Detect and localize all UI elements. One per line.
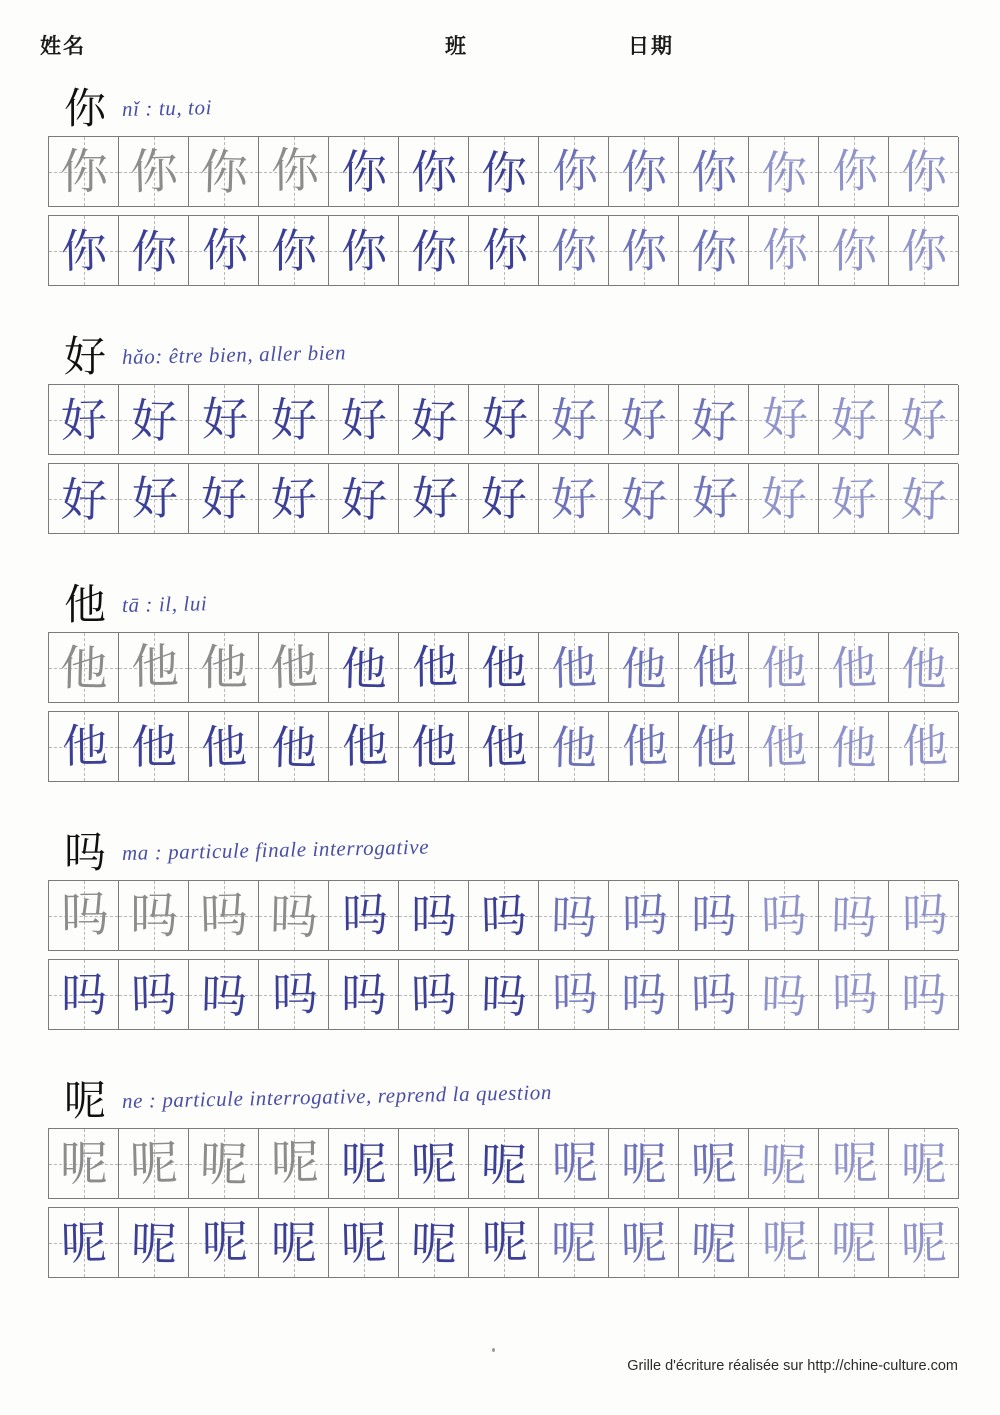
cell-character: 好 xyxy=(830,471,878,527)
cell-character: 你 xyxy=(341,145,387,199)
cell-character: 吗 xyxy=(690,967,738,1023)
cell-character: 呢 xyxy=(129,1135,179,1193)
pinyin-translation-note: hǎo: être bien, aller bien xyxy=(121,339,347,369)
cell-character: 你 xyxy=(901,145,947,199)
practice-cell xyxy=(749,712,819,782)
practice-cell xyxy=(819,137,889,207)
practice-cell xyxy=(749,464,819,534)
practice-cell xyxy=(819,633,889,703)
cell-character: 你 xyxy=(480,145,528,201)
cell-character: 他 xyxy=(130,638,180,696)
practice-cell xyxy=(539,960,609,1030)
practice-cell xyxy=(189,1129,259,1199)
cell-character: 呢 xyxy=(410,1216,458,1272)
practice-cell xyxy=(609,137,679,207)
cell-character: 他 xyxy=(830,640,878,696)
practice-cell xyxy=(609,216,679,286)
practice-cell xyxy=(679,1129,749,1199)
cell-character: 你 xyxy=(60,223,108,279)
cell-character: 吗 xyxy=(830,889,878,945)
practice-cell xyxy=(819,464,889,534)
cell-character: 吗 xyxy=(61,968,107,1022)
cell-character: 你 xyxy=(621,145,667,199)
practice-cell xyxy=(259,960,329,1030)
practice-cell xyxy=(889,881,959,951)
practice-cell xyxy=(119,881,189,951)
practice-cell xyxy=(329,464,399,534)
cell-character: 你 xyxy=(551,224,597,278)
cell-character: 他 xyxy=(200,719,248,775)
block-header xyxy=(48,330,960,384)
cell-character: 你 xyxy=(129,143,179,201)
cell-character: 你 xyxy=(270,142,320,200)
cell-character: 吗 xyxy=(271,966,319,1022)
cell-character: 呢 xyxy=(621,1137,667,1191)
cell-character: 吗 xyxy=(551,966,599,1022)
cell-character: 好 xyxy=(690,393,738,449)
cell-character: 吗 xyxy=(621,887,669,943)
pinyin-translation-note: tā : il, lui xyxy=(121,590,208,617)
pinyin-translation-note: ne : particule interrogative, reprend la question xyxy=(121,1079,553,1113)
cell-character: 好 xyxy=(620,392,668,448)
cell-character: 呢 xyxy=(271,1216,317,1270)
practice-cell xyxy=(49,1208,119,1278)
cell-character: 你 xyxy=(690,224,738,280)
cell-character: 他 xyxy=(411,720,457,774)
practice-cell xyxy=(889,633,959,703)
practice-cell xyxy=(399,464,469,534)
cell-character: 吗 xyxy=(130,967,178,1023)
practice-cell xyxy=(679,1208,749,1278)
practice-cell xyxy=(819,960,889,1030)
practice-cell xyxy=(679,633,749,703)
practice-cell xyxy=(679,464,749,534)
practice-cell xyxy=(819,1129,889,1199)
practice-cell xyxy=(469,712,539,782)
cell-character: 吗 xyxy=(411,889,457,943)
practice-cell xyxy=(329,1129,399,1199)
practice-cell xyxy=(609,1208,679,1278)
model-character: 你 xyxy=(64,84,107,133)
cell-character: 他 xyxy=(480,719,528,775)
pinyin-translation-note: ma : particule finale interrogative xyxy=(121,834,430,865)
practice-cell xyxy=(399,216,469,286)
cell-character: 好 xyxy=(761,391,809,447)
cell-character: 吗 xyxy=(550,889,598,945)
cell-character: 吗 xyxy=(341,968,387,1022)
practice-cell xyxy=(819,216,889,286)
cell-character: 他 xyxy=(900,641,948,697)
practice-cell xyxy=(609,960,679,1030)
name-field-label: 姓名 xyxy=(40,34,86,58)
practice-cell xyxy=(329,385,399,455)
practice-cell xyxy=(819,1208,889,1278)
practice-row xyxy=(48,959,958,1030)
practice-cell xyxy=(329,1208,399,1278)
worksheet-header xyxy=(40,30,960,66)
practice-cell xyxy=(749,385,819,455)
practice-cell xyxy=(539,1129,609,1199)
cell-character: 好 xyxy=(831,393,877,447)
cell-character: 呢 xyxy=(901,1137,947,1191)
cell-character: 吗 xyxy=(129,888,178,944)
practice-cell xyxy=(119,1129,189,1199)
cell-character: 他 xyxy=(550,640,598,696)
cell-character: 你 xyxy=(620,223,668,279)
cell-character: 好 xyxy=(691,470,739,526)
cell-character: 好 xyxy=(761,472,807,526)
cell-character: 呢 xyxy=(690,1216,738,1272)
cell-character: 你 xyxy=(760,145,808,201)
cell-character: 好 xyxy=(60,392,108,448)
practice-cell xyxy=(889,385,959,455)
cell-character: 吗 xyxy=(901,968,947,1022)
cell-character: 你 xyxy=(690,144,738,200)
practice-cell xyxy=(679,137,749,207)
cell-character: 他 xyxy=(481,641,527,695)
cell-character: 呢 xyxy=(199,1136,249,1194)
cell-character: 呢 xyxy=(831,1135,879,1191)
cell-character: 他 xyxy=(270,720,318,776)
cell-character: 你 xyxy=(831,143,879,199)
practice-cell xyxy=(469,385,539,455)
practice-cell xyxy=(259,464,329,534)
practice-block xyxy=(48,1074,960,1278)
cell-character: 呢 xyxy=(690,1136,738,1192)
cell-character: 他 xyxy=(199,640,248,696)
practice-cell xyxy=(119,464,189,534)
cell-character: 吗 xyxy=(480,888,528,944)
cell-character: 呢 xyxy=(59,1136,108,1192)
practice-cell xyxy=(539,633,609,703)
practice-row xyxy=(48,711,958,782)
cell-character: 你 xyxy=(199,144,249,202)
practice-cell xyxy=(539,216,609,286)
cell-character: 他 xyxy=(131,720,177,774)
practice-cell xyxy=(329,960,399,1030)
practice-cell xyxy=(399,712,469,782)
cell-character: 好 xyxy=(900,392,948,448)
practice-cell xyxy=(189,216,259,286)
cell-character: 你 xyxy=(59,144,108,200)
practice-cell xyxy=(329,633,399,703)
cell-character: 他 xyxy=(621,718,669,774)
practice-cell xyxy=(189,960,259,1030)
cell-character: 他 xyxy=(340,641,388,697)
practice-cell xyxy=(539,385,609,455)
practice-cell xyxy=(679,216,749,286)
practice-cell xyxy=(329,137,399,207)
practice-row xyxy=(48,136,958,207)
practice-cell xyxy=(329,216,399,286)
cell-character: 你 xyxy=(551,143,599,199)
practice-cell xyxy=(749,633,819,703)
practice-cell xyxy=(469,464,539,534)
cell-character: 吗 xyxy=(410,967,458,1023)
cell-character: 你 xyxy=(201,222,249,278)
cell-character: 好 xyxy=(340,392,388,448)
cell-character: 他 xyxy=(269,639,319,697)
practice-cell xyxy=(399,1208,469,1278)
practice-cell xyxy=(49,633,119,703)
practice-cell xyxy=(49,385,119,455)
cell-character: 好 xyxy=(201,472,247,526)
cell-character: 好 xyxy=(130,393,178,449)
practice-block xyxy=(48,330,960,534)
cell-character: 呢 xyxy=(341,1137,387,1191)
cell-character: 呢 xyxy=(340,1215,388,1271)
practice-cell xyxy=(539,464,609,534)
cell-character: 吗 xyxy=(760,888,808,944)
practice-cell xyxy=(749,881,819,951)
practice-cell xyxy=(49,137,119,207)
practice-cell xyxy=(259,1129,329,1199)
practice-cell xyxy=(889,216,959,286)
practice-cell xyxy=(889,1208,959,1278)
practice-cell xyxy=(749,216,819,286)
cell-character: 好 xyxy=(550,471,598,527)
practice-block xyxy=(48,826,960,1030)
cell-character: 你 xyxy=(761,222,809,278)
cell-character: 吗 xyxy=(480,968,528,1024)
practice-cell xyxy=(259,712,329,782)
practice-cell xyxy=(469,633,539,703)
practice-cell xyxy=(259,216,329,286)
practice-cell xyxy=(749,1208,819,1278)
cell-character: 他 xyxy=(550,720,598,776)
model-character: 好 xyxy=(64,332,107,381)
cell-character: 好 xyxy=(620,472,668,528)
cell-character: 你 xyxy=(831,224,877,278)
practice-cell xyxy=(679,712,749,782)
practice-cell xyxy=(679,385,749,455)
practice-cell xyxy=(609,712,679,782)
practice-cell xyxy=(539,881,609,951)
cell-character: 吗 xyxy=(901,887,949,943)
cell-character: 吗 xyxy=(831,966,879,1022)
practice-row xyxy=(48,632,958,703)
practice-block xyxy=(48,578,960,782)
practice-cell xyxy=(819,385,889,455)
block-header xyxy=(48,578,960,632)
practice-cell xyxy=(889,137,959,207)
practice-cell xyxy=(889,712,959,782)
cell-character: 你 xyxy=(410,224,458,280)
cell-character: 你 xyxy=(900,223,948,279)
model-character: 呢 xyxy=(64,1076,107,1125)
model-character: 他 xyxy=(64,580,107,629)
cell-character: 呢 xyxy=(481,1214,529,1270)
practice-cell xyxy=(539,137,609,207)
cell-character: 好 xyxy=(271,393,317,447)
cell-character: 他 xyxy=(691,639,739,695)
practice-cell xyxy=(469,1129,539,1199)
practice-cell xyxy=(49,960,119,1030)
practice-cell xyxy=(49,712,119,782)
practice-cell xyxy=(119,712,189,782)
practice-row xyxy=(48,463,958,534)
cell-character: 好 xyxy=(60,472,108,528)
cell-character: 吗 xyxy=(691,889,737,943)
practice-cell xyxy=(49,881,119,951)
practice-cell xyxy=(609,464,679,534)
cell-character: 他 xyxy=(341,718,389,774)
block-header xyxy=(48,826,960,880)
practice-cell xyxy=(189,464,259,534)
pinyin-translation-note: nǐ : tu, toi xyxy=(121,94,213,121)
cell-character: 好 xyxy=(900,472,948,528)
cell-character: 他 xyxy=(61,718,109,774)
practice-cell xyxy=(189,712,259,782)
practice-cell xyxy=(469,216,539,286)
practice-cell xyxy=(399,960,469,1030)
cell-character: 你 xyxy=(481,222,529,278)
cell-character: 呢 xyxy=(551,1216,597,1270)
cell-character: 吗 xyxy=(199,887,249,945)
practice-cell xyxy=(609,881,679,951)
block-header xyxy=(48,1074,960,1128)
practice-row xyxy=(48,215,958,286)
cell-character: 吗 xyxy=(621,968,667,1022)
practice-row xyxy=(48,1128,958,1199)
practice-cell xyxy=(259,385,329,455)
cell-character: 呢 xyxy=(620,1215,668,1271)
practice-cell xyxy=(119,385,189,455)
practice-cell xyxy=(119,1208,189,1278)
date-field-label: 日期 xyxy=(628,34,674,58)
cell-character: 吗 xyxy=(760,968,808,1024)
cell-character: 呢 xyxy=(410,1136,458,1192)
class-field-label: 班 xyxy=(445,34,466,58)
practice-cell xyxy=(889,464,959,534)
model-character: 吗 xyxy=(64,828,107,877)
practice-cell xyxy=(609,1129,679,1199)
practice-cell xyxy=(469,881,539,951)
cell-character: 好 xyxy=(481,391,529,447)
cell-character: 呢 xyxy=(760,1137,808,1193)
practice-cell xyxy=(189,385,259,455)
cell-character: 他 xyxy=(59,640,109,698)
cell-character: 你 xyxy=(340,223,388,279)
practice-cell xyxy=(259,881,329,951)
cell-character: 呢 xyxy=(130,1216,178,1272)
cell-character: 你 xyxy=(410,144,458,200)
practice-row xyxy=(48,1207,958,1278)
practice-cell xyxy=(119,216,189,286)
practice-cell xyxy=(399,385,469,455)
cell-character: 好 xyxy=(411,470,459,526)
practice-cell xyxy=(819,881,889,951)
cell-character: 好 xyxy=(410,393,458,449)
practice-cell xyxy=(679,881,749,951)
cell-character: 他 xyxy=(620,641,668,697)
practice-cell xyxy=(749,960,819,1030)
cell-character: 好 xyxy=(131,470,179,526)
cell-character: 好 xyxy=(551,393,597,447)
cell-character: 吗 xyxy=(200,968,248,1024)
cell-character: 呢 xyxy=(201,1214,249,1270)
cell-character: 他 xyxy=(760,719,808,775)
cell-character: 呢 xyxy=(551,1135,599,1191)
practice-cell xyxy=(469,1208,539,1278)
practice-row xyxy=(48,880,958,951)
cell-character: 他 xyxy=(761,641,807,695)
practice-cell xyxy=(399,881,469,951)
practice-cell xyxy=(189,881,259,951)
practice-cell xyxy=(49,1129,119,1199)
practice-cell xyxy=(329,712,399,782)
block-header xyxy=(48,82,960,136)
practice-cell xyxy=(609,385,679,455)
cell-character: 好 xyxy=(340,472,388,528)
practice-row xyxy=(48,384,958,455)
practice-cell xyxy=(119,633,189,703)
cell-character: 你 xyxy=(271,224,317,278)
practice-cell xyxy=(329,881,399,951)
practice-cell xyxy=(469,960,539,1030)
cell-character: 他 xyxy=(901,718,949,774)
cell-character: 吗 xyxy=(341,887,389,943)
cell-character: 你 xyxy=(130,224,178,280)
practice-cell xyxy=(399,1129,469,1199)
practice-cell xyxy=(819,712,889,782)
practice-cell xyxy=(49,216,119,286)
practice-cell xyxy=(259,633,329,703)
practice-cell xyxy=(119,960,189,1030)
cell-character: 吗 xyxy=(60,886,110,944)
practice-cell xyxy=(679,960,749,1030)
cell-character: 呢 xyxy=(60,1215,108,1271)
practice-cell xyxy=(259,1208,329,1278)
practice-cell xyxy=(189,137,259,207)
practice-cell xyxy=(469,137,539,207)
practice-cell xyxy=(539,712,609,782)
practice-block xyxy=(48,82,960,286)
cell-character: 呢 xyxy=(480,1137,528,1193)
cell-character: 他 xyxy=(411,639,459,695)
practice-cell xyxy=(189,633,259,703)
cell-character: 呢 xyxy=(270,1134,320,1192)
practice-cell xyxy=(49,464,119,534)
cell-character: 他 xyxy=(691,720,737,774)
cell-character: 好 xyxy=(481,472,527,526)
practice-cell xyxy=(749,1129,819,1199)
page-speck xyxy=(492,1348,495,1352)
practice-cell xyxy=(259,137,329,207)
practice-cell xyxy=(749,137,819,207)
cell-character: 呢 xyxy=(761,1214,809,1270)
cell-character: 他 xyxy=(830,720,878,776)
practice-cell xyxy=(399,137,469,207)
practice-cell xyxy=(399,633,469,703)
footer-credit: Grille d'écriture réalisée sur http://chine-culture.com xyxy=(627,1358,958,1374)
cell-character: 呢 xyxy=(900,1215,948,1271)
practice-cell xyxy=(889,960,959,1030)
practice-cell xyxy=(889,1129,959,1199)
cell-character: 吗 xyxy=(269,888,319,946)
cell-character: 呢 xyxy=(831,1216,877,1270)
cell-character: 好 xyxy=(201,391,249,447)
practice-cell xyxy=(539,1208,609,1278)
practice-cell xyxy=(189,1208,259,1278)
cell-character: 好 xyxy=(270,471,318,527)
practice-cell xyxy=(119,137,189,207)
practice-cell xyxy=(609,633,679,703)
